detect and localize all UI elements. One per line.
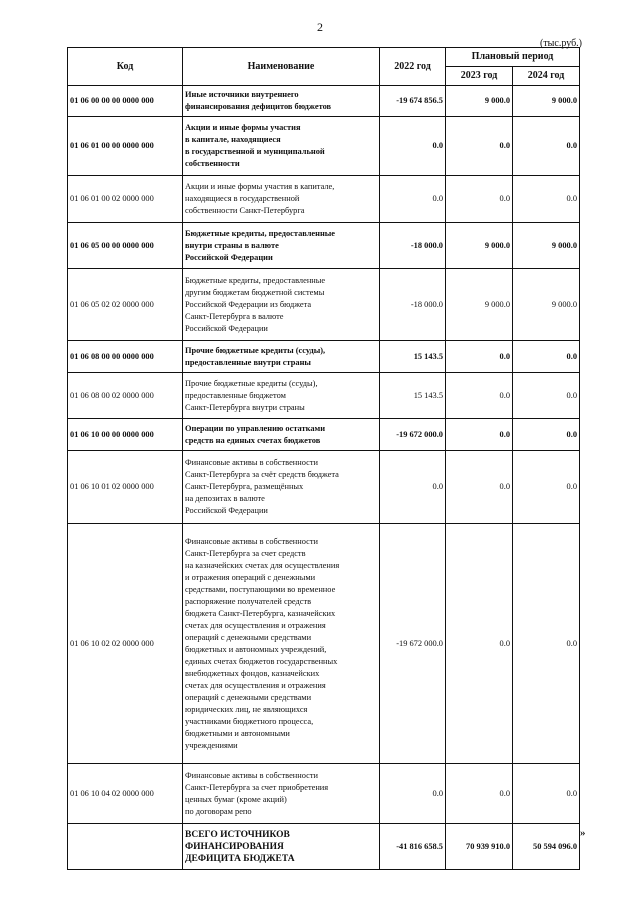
row-name: Бюджетные кредиты, предоставленные внутри страны в валюте Российской Федерации (183, 223, 380, 269)
row-value-2023: 9 000.0 (446, 269, 513, 341)
row-value-2023: 9 000.0 (446, 86, 513, 117)
table-row (68, 373, 580, 419)
total-code (68, 824, 183, 870)
header-year-2023: 2023 год (446, 67, 513, 86)
row-value-2022: 15 143.5 (380, 373, 446, 419)
row-value-2022: 0.0 (380, 451, 446, 524)
header-code: Код (68, 48, 183, 86)
row-name: Прочие бюджетные кредиты (ссуды), предоставленные внутри страны (183, 341, 380, 373)
row-value-2022: 15 143.5 (380, 341, 446, 373)
row-value-2023: 0.0 (446, 764, 513, 824)
row-name: Финансовые активы в собственности Санкт-Петербурга за счет приобретения ценных бумаг (кроме акций) по договорам репо (183, 764, 380, 824)
row-name: Прочие бюджетные кредиты (ссуды), предоставленные бюджетом Санкт-Петербурга внутри страны (183, 373, 380, 419)
row-value-2023: 0.0 (446, 451, 513, 524)
row-value-2022: -18 000.0 (380, 269, 446, 341)
row-code: 01 06 08 00 02 0000 000 (68, 373, 183, 419)
row-value-2024: 9 000.0 (513, 269, 580, 341)
row-code: 01 06 01 00 02 0000 000 (68, 176, 183, 223)
row-name: Бюджетные кредиты, предоставленные другим бюджетам бюджетной системы Российской Федерации из бюджета Санкт-Петербурга в валюте Российской Федерации (183, 269, 380, 341)
row-value-2023: 0.0 (446, 176, 513, 223)
unit-label: (тыс.руб.) (539, 38, 582, 49)
row-value-2022: 0.0 (380, 764, 446, 824)
row-code: 01 06 05 02 02 0000 000 (68, 269, 183, 341)
table-row (68, 176, 580, 223)
row-value-2023: 9 000.0 (446, 223, 513, 269)
table-row (68, 269, 580, 341)
row-name: Операции по управлению остатками средств на единых счетах бюджетов (183, 419, 380, 451)
table-row (68, 223, 580, 269)
table-row (68, 764, 580, 824)
row-value-2022: -19 674 856.5 (380, 86, 446, 117)
row-value-2024: 0.0 (513, 451, 580, 524)
row-name: Иные источники внутреннего финансирования дефицитов бюджетов (183, 86, 380, 117)
table-row (68, 451, 580, 524)
row-value-2024: 0.0 (513, 373, 580, 419)
row-value-2022: -19 672 000.0 (380, 419, 446, 451)
budget-sources-table (67, 47, 580, 870)
row-value-2024: 0.0 (513, 117, 580, 176)
total-name: ВСЕГО ИСТОЧНИКОВ ФИНАНСИРОВАНИЯ ДЕФИЦИТА БЮДЖЕТА (183, 824, 380, 870)
table-row (68, 117, 580, 176)
row-value-2023: 0.0 (446, 341, 513, 373)
total-value-2024: 50 594 096.0 (513, 824, 580, 870)
row-code: 01 06 10 00 00 0000 000 (68, 419, 183, 451)
row-value-2023: 0.0 (446, 117, 513, 176)
row-value-2022: -19 672 000.0 (380, 524, 446, 764)
row-code: 01 06 01 00 00 0000 000 (68, 117, 183, 176)
closing-quote: » (580, 827, 586, 839)
header-plan-period: Плановый период (446, 48, 580, 67)
table-row (68, 419, 580, 451)
page-number: 2 (317, 20, 323, 34)
header-year-2024: 2024 год (513, 67, 580, 86)
total-row (68, 824, 580, 870)
row-value-2024: 0.0 (513, 341, 580, 373)
row-code: 01 06 08 00 00 0000 000 (68, 341, 183, 373)
row-value-2024: 0.0 (513, 764, 580, 824)
row-code: 01 06 05 00 00 0000 000 (68, 223, 183, 269)
row-value-2023: 0.0 (446, 524, 513, 764)
row-value-2023: 0.0 (446, 419, 513, 451)
row-name: Финансовые активы в собственности Санкт-Петербурга за счёт средств бюджета Санкт-Петербурга, размещённых на депозитах в валюте Российской Федерации (183, 451, 380, 524)
row-code: 01 06 10 02 02 0000 000 (68, 524, 183, 764)
row-value-2022: 0.0 (380, 117, 446, 176)
total-value-2023: 70 939 910.0 (446, 824, 513, 870)
row-name: Финансовые активы в собственности Санкт-Петербурга за счет средств на казначейских счетах для осуществления и отражения операций с денежными средствами, поступающими во временное распоряжение получателей средств бюджета Санкт-Петербурга, казначейских счетах для осуществления и отражения операций с денежными средствами бюджетных и автономных учреждений, единых счетах бюджетов государственных внебюджетных фондов, казначейских счетах для осуществления и отражения операций с денежными средствами юридических лиц, не являющихся участниками бюджетного процесса, бюджетными и автономными учреждениями (183, 524, 380, 764)
total-value-2022: -41 816 658.5 (380, 824, 446, 870)
row-value-2023: 0.0 (446, 373, 513, 419)
row-name: Акции и иные формы участия в капитале, находящиеся в государственной собственности Санкт-Петербурга (183, 176, 380, 223)
row-value-2024: 0.0 (513, 524, 580, 764)
row-value-2022: -18 000.0 (380, 223, 446, 269)
row-value-2022: 0.0 (380, 176, 446, 223)
row-value-2024: 0.0 (513, 419, 580, 451)
row-value-2024: 0.0 (513, 176, 580, 223)
table-row (68, 86, 580, 117)
table-row (68, 524, 580, 764)
row-code: 01 06 00 00 00 0000 000 (68, 86, 183, 117)
row-name: Акции и иные формы участия в капитале, находящиеся в государственной и муниципальной собственности (183, 117, 380, 176)
row-code: 01 06 10 04 02 0000 000 (68, 764, 183, 824)
row-code: 01 06 10 01 02 0000 000 (68, 451, 183, 524)
row-value-2024: 9 000.0 (513, 86, 580, 117)
row-value-2024: 9 000.0 (513, 223, 580, 269)
header-name: Наименование (183, 48, 380, 86)
header-year-2022: 2022 год (380, 48, 446, 86)
table-row (68, 341, 580, 373)
